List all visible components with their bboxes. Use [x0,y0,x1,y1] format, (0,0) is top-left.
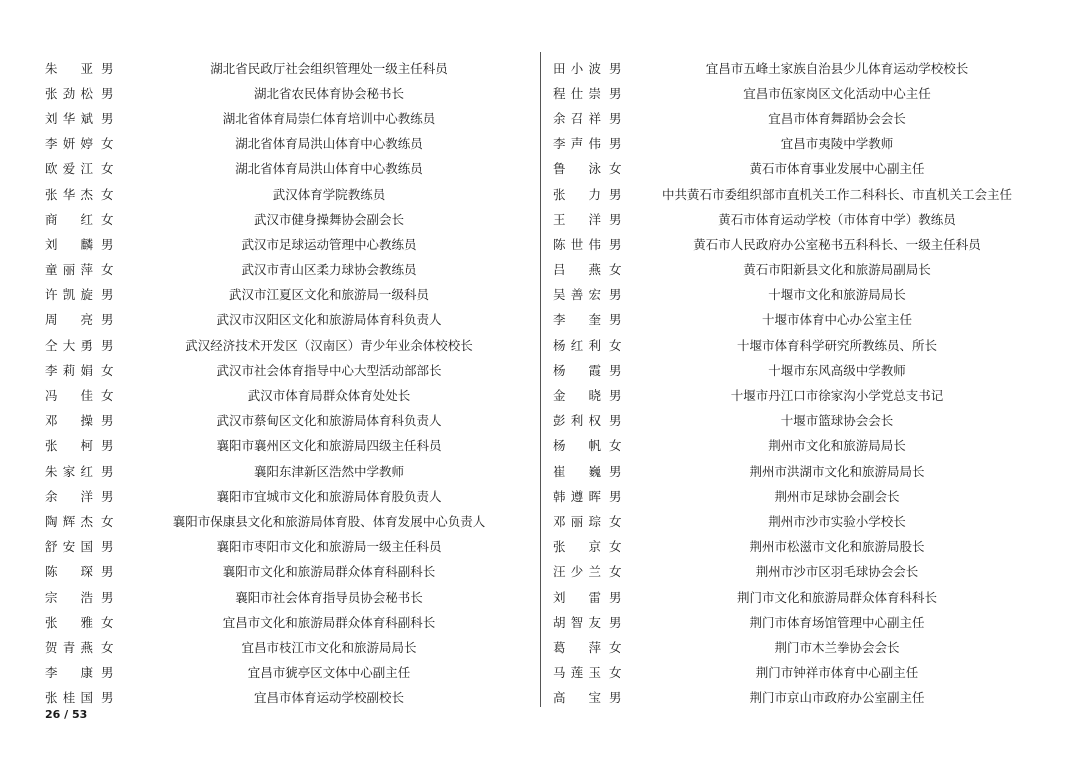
person-name: 韩遵晖 [553,488,601,504]
person-gender: 女 [609,337,622,353]
list-item [553,282,1033,307]
person-gender: 男 [101,85,114,101]
person-gender: 男 [101,110,114,126]
person-name: 杨红利 [553,337,601,353]
list-item [553,534,1033,559]
person-gender: 男 [609,136,622,152]
list-item [553,458,1033,483]
person-name: 张桂国 [45,690,93,706]
person-title: 黄石市体育事业发展中心副主任 [749,161,925,177]
list-item [45,282,525,307]
list-item [553,508,1033,533]
person-title: 襄阳市宜城市文化和旅游局体育股负责人 [216,488,442,504]
list-item [45,357,525,382]
person-gender: 男 [609,388,622,404]
person-name: 李妍婷 [45,136,93,152]
page-number: 26 / 53 [45,708,88,721]
person-gender: 女 [101,513,114,529]
person-gender: 男 [101,665,114,681]
person-name: 刘 麟 [45,236,93,252]
person-gender: 男 [609,211,622,227]
person-gender: 男 [101,564,114,580]
list-item [553,609,1033,634]
person-gender: 男 [609,614,622,630]
person-title: 襄阳市保康县文化和旅游局体育股、体育发展中心负责人 [172,513,486,529]
list-item [45,55,525,80]
person-name: 仝大勇 [45,337,93,353]
person-title: 十堰市丹江口市徐家沟小学党总支书记 [730,388,944,404]
person-name: 彭利权 [553,413,601,429]
person-title: 十堰市篮球协会会长 [780,413,894,429]
person-title: 荆门市京山市政府办公室副主任 [749,690,925,706]
person-gender: 女 [101,639,114,655]
person-name: 陶辉杰 [45,513,93,529]
list-item [45,483,525,508]
list-item [45,508,525,533]
list-item [553,634,1033,659]
person-title: 宜昌市猇亭区文体中心副主任 [247,665,411,681]
person-name: 陈 琛 [45,564,93,580]
list-item [553,55,1033,80]
person-gender: 女 [609,539,622,555]
list-item [45,660,525,685]
person-name: 张 京 [553,539,601,555]
person-title: 湖北省体育局崇仁体育培训中心教练员 [222,110,436,126]
person-gender: 男 [101,589,114,605]
person-gender: 男 [609,690,622,706]
person-title: 荆州市文化和旅游局局长 [768,438,906,454]
person-title: 荆门市钟祥市体育中心副主任 [755,665,919,681]
person-title: 荆门市文化和旅游局群众体育科科长 [736,589,937,605]
person-title: 武汉市足球运动管理中心教练员 [241,236,417,252]
column-divider [540,52,541,707]
person-gender: 男 [101,312,114,328]
person-gender: 男 [609,362,622,378]
person-title: 襄阳市枣阳市文化和旅游局一级主任科员 [216,539,442,555]
person-name: 周 亮 [45,312,93,328]
person-title: 武汉市蔡甸区文化和旅游局体育科负责人 [216,413,442,429]
list-item [45,609,525,634]
list-item [45,559,525,584]
person-title: 襄阳东津新区浩然中学教师 [253,463,404,479]
person-title: 襄阳市文化和旅游局群众体育科副科长 [222,564,436,580]
list-item [45,685,525,710]
person-name: 朱家红 [45,463,93,479]
person-gender: 女 [101,186,114,202]
list-item [553,433,1033,458]
person-gender: 男 [609,236,622,252]
person-name: 李 康 [45,665,93,681]
person-title: 湖北省体育局洪山体育中心教练员 [235,136,423,152]
person-gender: 男 [101,413,114,429]
person-name: 李莉娟 [45,362,93,378]
person-gender: 男 [101,287,114,303]
list-item [553,332,1033,357]
person-gender: 男 [101,337,114,353]
person-name: 金 晓 [553,388,601,404]
person-title: 宜昌市枝江市文化和旅游局局长 [241,639,417,655]
person-name: 刘华斌 [45,110,93,126]
list-item [553,80,1033,105]
person-gender: 女 [101,388,114,404]
person-name: 崔 巍 [553,463,601,479]
person-name: 舒安国 [45,539,93,555]
person-name: 刘 雷 [553,589,601,605]
person-name: 杨 帆 [553,438,601,454]
person-gender: 男 [101,539,114,555]
right-column [553,55,1033,710]
person-title: 武汉市健身操舞协会副会长 [253,211,404,227]
list-item [45,408,525,433]
person-title: 武汉市青山区柔力球协会教练员 [241,262,417,278]
list-item [45,332,525,357]
person-title: 中共黄石市委组织部市直机关工作二科科长、市直机关工会主任 [661,186,1012,202]
person-name: 鲁 泳 [553,161,601,177]
person-gender: 男 [609,463,622,479]
person-gender: 女 [609,161,622,177]
person-title: 武汉市社会体育指导中心大型活动部部长 [216,362,442,378]
person-gender: 男 [609,186,622,202]
person-gender: 男 [609,110,622,126]
person-title: 湖北省农民体育协会秘书长 [253,85,404,101]
person-name: 宗 浩 [45,589,93,605]
person-title: 黄石市人民政府办公室秘书五科科长、一级主任科员 [693,236,981,252]
person-gender: 女 [101,262,114,278]
list-item [45,80,525,105]
list-item [553,483,1033,508]
person-title: 荆州市沙市实验小学校长 [768,513,906,529]
person-title: 襄阳市襄州区文化和旅游局四级主任科员 [216,438,442,454]
person-gender: 男 [609,85,622,101]
person-gender: 女 [609,665,622,681]
person-name: 吕 燕 [553,262,601,278]
left-column [45,55,525,710]
list-item [553,257,1033,282]
person-title: 黄石市体育运动学校（市体育中学）教练员 [718,211,956,227]
list-item [45,534,525,559]
person-title: 荆门市木兰拳协会会长 [774,639,900,655]
person-title: 荆州市洪湖市文化和旅游局局长 [749,463,925,479]
person-gender: 男 [101,690,114,706]
person-gender: 男 [101,463,114,479]
person-name: 张 雅 [45,614,93,630]
person-gender: 女 [609,438,622,454]
list-item [553,584,1033,609]
person-title: 武汉市江夏区文化和旅游局一级科员 [228,287,429,303]
person-title: 宜昌市文化和旅游局群众体育科副科长 [222,614,436,630]
person-title: 湖北省民政厅社会组织管理处一级主任科员 [210,60,448,76]
person-name: 杨 霞 [553,362,601,378]
person-title: 宜昌市夷陵中学教师 [780,136,894,152]
person-gender: 女 [609,564,622,580]
person-gender: 男 [609,413,622,429]
person-gender: 男 [609,589,622,605]
list-item [45,257,525,282]
list-item [45,433,525,458]
person-title: 十堰市体育科学研究所教练员、所长 [736,337,937,353]
person-gender: 女 [101,136,114,152]
list-item [553,307,1033,332]
list-item [45,156,525,181]
list-item [45,584,525,609]
person-title: 武汉体育学院教练员 [272,186,386,202]
person-name: 程仕崇 [553,85,601,101]
person-gender: 男 [101,60,114,76]
person-gender: 女 [609,639,622,655]
person-title: 荆州市足球协会副会长 [774,488,900,504]
list-item [45,206,525,231]
person-name: 朱 亚 [45,60,93,76]
person-gender: 男 [101,438,114,454]
list-item [45,458,525,483]
list-item [553,231,1033,256]
person-name: 余召祥 [553,110,601,126]
person-title: 十堰市文化和旅游局局长 [768,287,906,303]
person-title: 武汉市体育局群众体育处处长 [247,388,411,404]
person-title: 黄石市阳新县文化和旅游局副局长 [743,262,931,278]
person-title: 宜昌市体育运动学校副校长 [253,690,404,706]
list-item [553,156,1033,181]
list-item [553,559,1033,584]
person-name: 陈世伟 [553,236,601,252]
person-name: 王 洋 [553,211,601,227]
list-item [45,231,525,256]
person-name: 汪少兰 [553,564,601,580]
list-item [45,131,525,156]
person-gender: 男 [609,287,622,303]
person-gender: 女 [609,262,622,278]
person-gender: 女 [101,211,114,227]
person-title: 湖北省体育局洪山体育中心教练员 [235,161,423,177]
person-name: 冯 佳 [45,388,93,404]
person-title: 荆门市体育场馆管理中心副主任 [749,614,925,630]
list-item [553,382,1033,407]
person-name: 邓 操 [45,413,93,429]
person-name: 吴善宏 [553,287,601,303]
person-name: 余 洋 [45,488,93,504]
person-gender: 男 [101,488,114,504]
person-name: 张华杰 [45,186,93,202]
list-item [45,181,525,206]
person-gender: 女 [609,513,622,529]
person-gender: 男 [609,60,622,76]
person-name: 胡智友 [553,614,601,630]
person-name: 欧爱江 [45,161,93,177]
person-name: 商 红 [45,211,93,227]
person-title: 宜昌市伍家岗区文化活动中心主任 [743,85,931,101]
person-name: 张劲松 [45,85,93,101]
person-title: 武汉经济技术开发区（汉南区）青少年业余体校校长 [185,337,473,353]
list-item [45,105,525,130]
person-gender: 男 [609,312,622,328]
person-name: 张 力 [553,186,601,202]
person-title: 宜昌市体育舞蹈协会会长 [768,110,906,126]
person-name: 张 柯 [45,438,93,454]
person-gender: 女 [101,614,114,630]
list-item [45,634,525,659]
person-name: 许凯旋 [45,287,93,303]
list-item [553,206,1033,231]
list-item [45,382,525,407]
person-title: 宜昌市五峰土家族自治县少儿体育运动学校校长 [705,60,969,76]
list-item [553,408,1033,433]
person-name: 马莲玉 [553,665,601,681]
person-title: 荆州市沙市区羽毛球协会会长 [755,564,919,580]
person-title: 荆州市松滋市文化和旅游局股长 [749,539,925,555]
person-name: 高 宝 [553,690,601,706]
person-gender: 男 [609,488,622,504]
person-title: 十堰市东风高级中学教师 [768,362,906,378]
list-item [553,660,1033,685]
person-name: 李 奎 [553,312,601,328]
person-name: 贺青燕 [45,639,93,655]
list-item [553,181,1033,206]
person-gender: 女 [101,161,114,177]
person-name: 邓丽琮 [553,513,601,529]
person-title: 武汉市汉阳区文化和旅游局体育科负责人 [216,312,442,328]
person-title: 十堰市体育中心办公室主任 [761,312,912,328]
list-item [553,685,1033,710]
list-item [45,307,525,332]
person-title: 襄阳市社会体育指导员协会秘书长 [235,589,423,605]
person-name: 童丽萍 [45,262,93,278]
person-gender: 女 [101,362,114,378]
person-name: 李声伟 [553,136,601,152]
person-name: 葛 萍 [553,639,601,655]
list-item [553,105,1033,130]
list-item [553,131,1033,156]
person-gender: 男 [101,236,114,252]
list-item [553,357,1033,382]
person-name: 田小波 [553,60,601,76]
